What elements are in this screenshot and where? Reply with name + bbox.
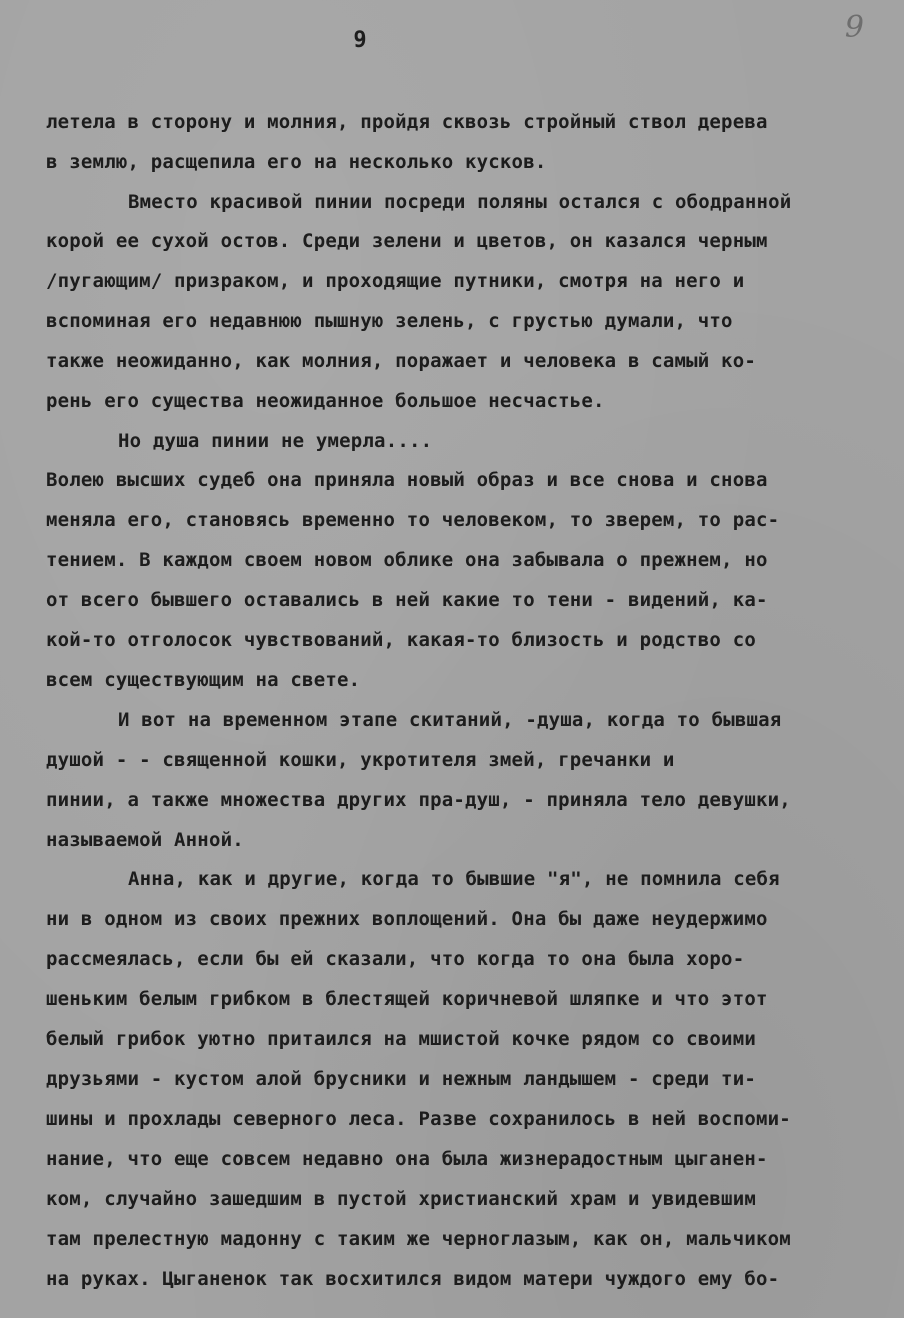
text-line: Вместо красивой пинии посреди поляны остался с ободранной (128, 191, 792, 213)
text-line: тением. В каждом своем новом облике она забывала о прежнем, но (46, 549, 768, 571)
text-line: также неожиданно, как молния, поражает и человека в самый ко- (46, 350, 756, 372)
text-line: пинии, а также множества других пра-душ, - приняла тело девушки, (46, 789, 791, 811)
text-line: ком, случайно зашедшим в пустой христианский храм и увидевшим (46, 1188, 756, 1210)
text-line: рассмеялась, если бы ей сказали, что когда то она была хоро- (46, 948, 745, 970)
text-line: Волею высших судеб она приняла новый образ и все снова и снова (46, 469, 768, 491)
text-line: летела в сторону и молния, пройдя сквозь стройный ствол дерева (46, 111, 768, 133)
text-line: в землю, расщепила его на несколько кусков. (46, 151, 547, 173)
text-line: ни в одном из своих прежних воплощений. Она бы даже неудержимо (46, 908, 768, 930)
text-line: от всего бывшего оставались в ней какие то тени - видений, ка- (46, 589, 768, 611)
text-line: корой ее сухой остов. Среди зелени и цветов, он казался черным (46, 230, 768, 252)
handwritten-archive-number: 9 (844, 10, 864, 45)
text-line: там прелестную мадонну с таким же черноглазым, как он, мальчиком (46, 1228, 791, 1250)
text-line: белый грибок уютно притаился на мшистой кочке рядом со своими (46, 1028, 756, 1050)
text-line: вспоминая его недавнюю пышную зелень, с грустью думали, что (46, 310, 733, 332)
text-line: рень его существа неожиданное большое несчастье. (46, 390, 605, 412)
text-line: нание, что еще совсем недавно она была жизнерадостным цыганен- (46, 1148, 768, 1170)
text-line: шеньким белым грибком в блестящей коричневой шляпке и что этот (46, 988, 768, 1010)
text-line: Но душа пинии не умерла.... (118, 430, 433, 452)
text-line: всем существующим на свете. (46, 669, 361, 691)
text-line: меняла его, становясь временно то человеком, то зверем, то рас- (46, 509, 780, 531)
text-line: кой-то отголосок чувствований, какая-то близость и родство со (46, 629, 756, 651)
text-line: И вот на временном этапе скитаний, -душа, когда то бывшая (118, 709, 782, 731)
text-line: на руках. Цыганенок так восхитился видом матери чуждого ему бо- (46, 1268, 780, 1290)
text-line: душой - - священной кошки, укротителя змей, гречанки и (46, 749, 675, 771)
text-line: Анна, как и другие, когда то бывшие "я", не помнила себя (128, 868, 780, 890)
text-line: называемой Анной. (46, 829, 244, 851)
page-number: 9 (353, 28, 367, 53)
text-line: шины и прохлады северного леса. Разве сохранилось в ней воспоми- (46, 1108, 791, 1130)
text-line: друзьями - кустом алой брусники и нежным ландышем - среди ти- (46, 1068, 756, 1090)
text-line: /пугающим/ призраком, и проходящие путники, смотря на него и (46, 270, 745, 292)
